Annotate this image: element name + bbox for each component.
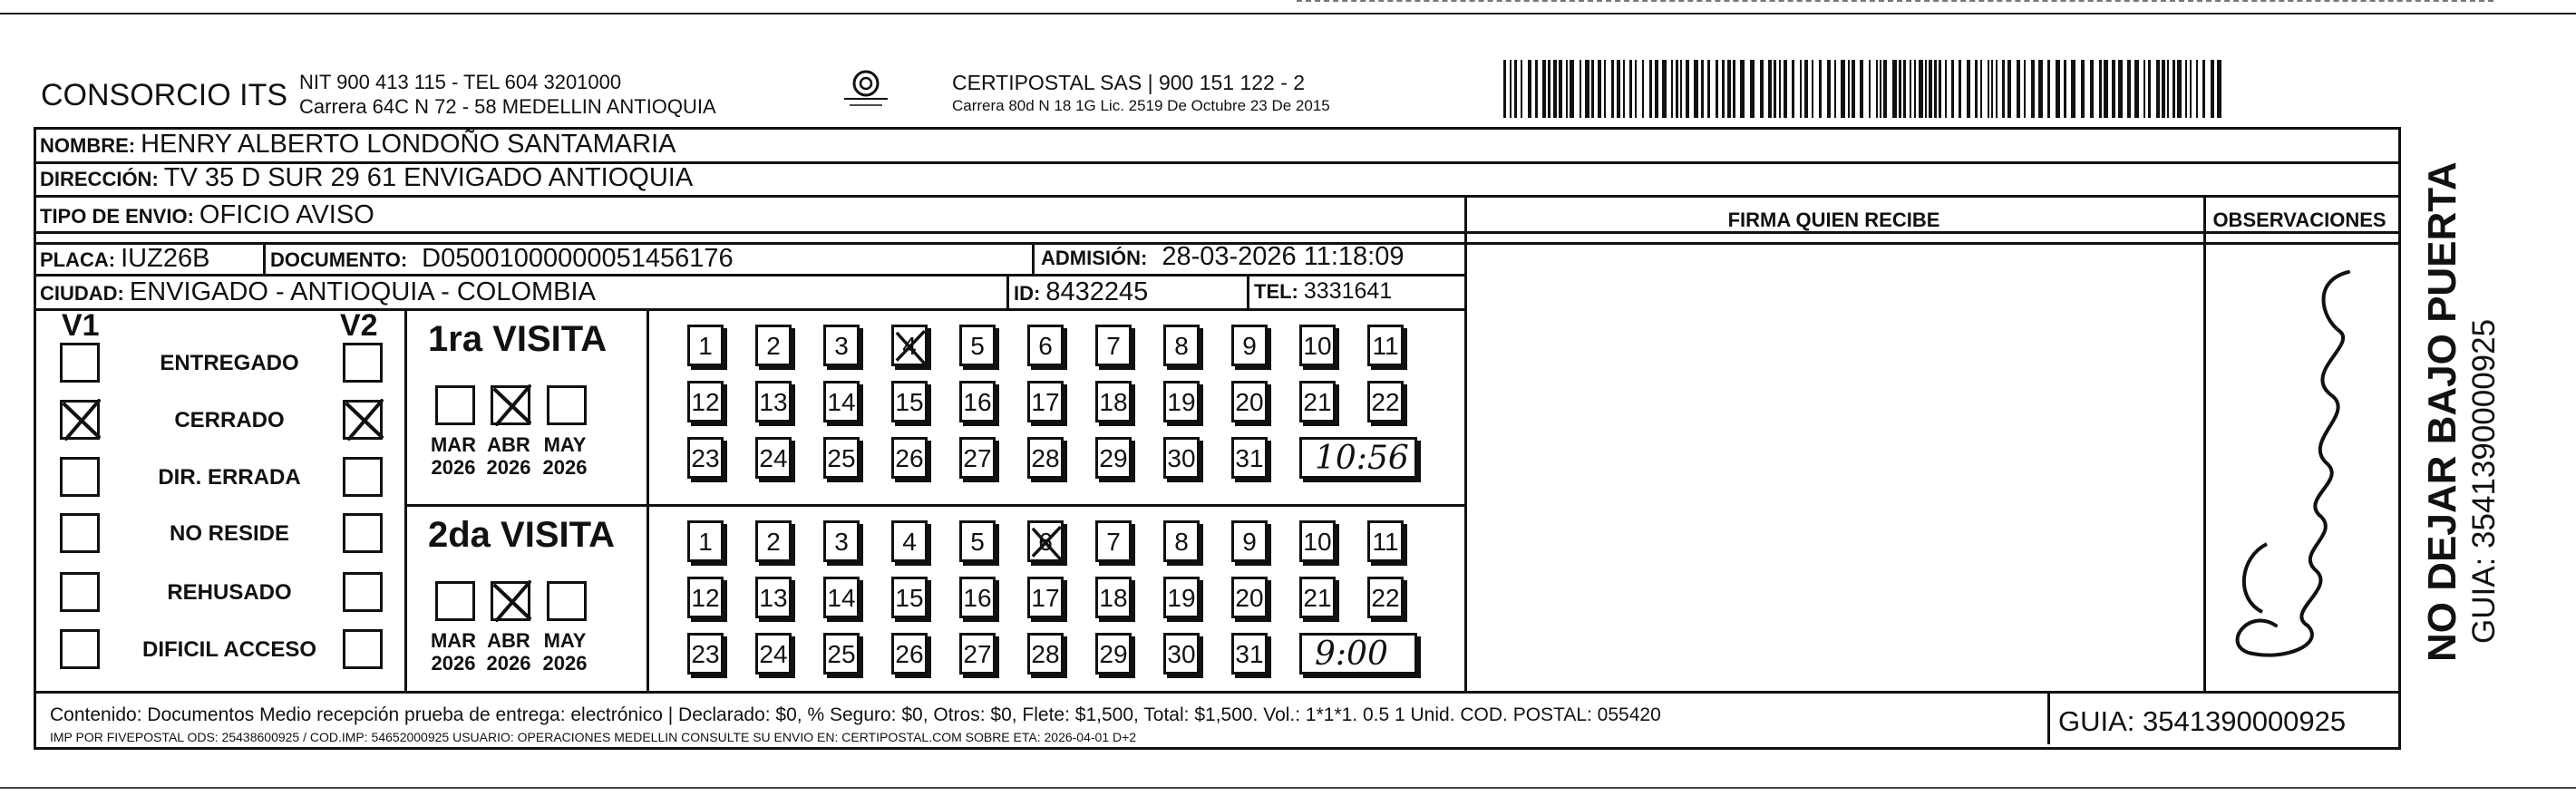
courier-name: CERTIPOSTAL SAS | 900 151 122 - 2 — [952, 71, 1306, 94]
tipo-label: TIPO DE ENVIO: — [40, 205, 194, 228]
day-number: 31 — [1235, 444, 1264, 472]
day-box[interactable] — [1027, 577, 1064, 618]
day-box[interactable] — [1231, 381, 1268, 422]
day-box[interactable] — [959, 520, 996, 562]
day-box[interactable] — [1231, 633, 1268, 675]
day-box[interactable] — [1027, 633, 1064, 675]
admision-row — [1041, 242, 1404, 272]
day-box[interactable] — [823, 437, 860, 479]
day-number: 16 — [963, 584, 992, 612]
day-number: 7 — [1106, 528, 1121, 556]
day-number: 24 — [759, 640, 788, 668]
tel-value: 3331641 — [1303, 278, 1393, 304]
v2-checkbox[interactable] — [343, 457, 383, 497]
day-number: 31 — [1235, 640, 1264, 668]
visit-title: 1ra VISITA — [428, 319, 608, 359]
v2-checkbox[interactable] — [343, 572, 383, 612]
day-number: 13 — [759, 388, 788, 416]
tipo-value: OFICIO AVISO — [199, 200, 374, 229]
day-number: 22 — [1371, 388, 1400, 416]
status-label: ENTREGADO — [160, 351, 299, 375]
ciudad-label: CIUDAD: — [40, 282, 124, 305]
tipo-row — [40, 200, 374, 230]
day-number: 24 — [759, 444, 788, 472]
nombre-value: HENRY ALBERTO LONDOÑO SANTAMARIA — [141, 130, 676, 159]
day-number: 28 — [1031, 444, 1060, 472]
status-label: CERRADO — [174, 408, 285, 432]
day-number: 2 — [766, 332, 781, 360]
day-box[interactable] — [1367, 325, 1404, 366]
day-number: 12 — [691, 388, 720, 416]
v2-checkbox[interactable] — [343, 400, 383, 440]
day-number: 11 — [1372, 528, 1399, 556]
day-number: 27 — [963, 640, 992, 668]
nombre-row — [40, 130, 676, 160]
company-address: Carrera 64C N 72 - 58 MEDELLIN ANTIOQUIA — [299, 95, 716, 118]
month-label — [480, 629, 538, 675]
day-number: 22 — [1371, 584, 1400, 612]
day-box[interactable] — [1027, 437, 1064, 479]
day-box[interactable] — [1027, 381, 1064, 422]
day-box[interactable] — [1095, 520, 1132, 562]
placa-row — [40, 244, 209, 274]
month-name: MAR — [430, 629, 477, 652]
ciudad-row — [40, 277, 596, 307]
day-number: 17 — [1031, 584, 1060, 612]
company-name: CONSORCIO ITS — [41, 78, 288, 112]
day-box[interactable] — [687, 577, 724, 618]
day-box[interactable] — [1163, 325, 1200, 366]
month-checkbox[interactable] — [435, 581, 475, 621]
day-number: 19 — [1167, 584, 1196, 612]
footer-guia: GUIA: 3541390000925 — [2058, 705, 2347, 737]
day-number: 21 — [1303, 584, 1332, 612]
day-number: 25 — [827, 640, 856, 668]
day-box[interactable] — [891, 381, 928, 422]
placa-label: PLACA: — [40, 248, 116, 271]
day-box[interactable] — [1299, 381, 1336, 422]
side-guia: GUIA: 3541390000925 — [2466, 318, 2502, 644]
nombre-label: NOMBRE: — [40, 134, 136, 157]
month-checkbox[interactable] — [491, 581, 530, 621]
documento-label: DOCUMENTO: — [270, 248, 408, 271]
visit-title: 2da VISITA — [428, 515, 615, 555]
day-box[interactable] — [823, 325, 860, 366]
day-number: 4 — [902, 332, 917, 360]
v1-header: V1 — [62, 308, 100, 343]
day-number: 26 — [895, 640, 924, 668]
status-label: NO RESIDE — [169, 521, 290, 546]
month-label — [424, 629, 482, 675]
day-number: 14 — [827, 584, 856, 612]
footer-imp: IMP POR FIVEPOSTAL ODS: 25438600925 / COD.IMP: 54652000925 USUARIO: OPERACIONES MEDELLIN CONSULTE SU ENVIO EN: CERTIPOSTAL.COM SOBRE ETA: 2026-04-01 D+2 — [50, 730, 1137, 744]
ciudad-value: ENVIGADO - ANTIOQUIA - COLOMBIA — [129, 277, 596, 306]
v2-checkbox[interactable] — [343, 629, 383, 669]
day-number: 30 — [1167, 640, 1196, 668]
visit-time: 9:00 — [1315, 636, 1388, 673]
day-number: 9 — [1242, 332, 1257, 360]
day-box[interactable] — [687, 633, 724, 675]
day-box[interactable] — [891, 577, 928, 618]
day-number: 15 — [895, 584, 924, 612]
documento-row — [270, 244, 734, 274]
placa-value: IUZ26B — [121, 244, 210, 273]
day-number: 17 — [1031, 388, 1060, 416]
month-name: ABR — [487, 629, 530, 652]
day-number: 15 — [895, 388, 924, 416]
v1-checkbox[interactable] — [60, 400, 100, 440]
day-box[interactable] — [1163, 577, 1200, 618]
certipostal-logo — [839, 69, 893, 109]
day-number: 27 — [963, 444, 992, 472]
day-number: 5 — [970, 332, 985, 360]
day-box[interactable] — [1095, 325, 1132, 366]
day-number: 8 — [1174, 528, 1189, 556]
day-box[interactable] — [1367, 520, 1404, 562]
day-number: 5 — [970, 528, 985, 556]
day-number: 18 — [1099, 584, 1128, 612]
v1-checkbox[interactable] — [60, 513, 100, 553]
month-year: 2026 — [542, 652, 588, 675]
status-label: REHUSADO — [167, 580, 292, 605]
day-number: 23 — [691, 640, 720, 668]
direccion-value: TV 35 D SUR 29 61 ENVIGADO ANTIOQUIA — [163, 163, 694, 192]
v1-checkbox[interactable] — [60, 572, 100, 612]
visit-time-box[interactable] — [1299, 633, 1417, 675]
id-row — [1014, 277, 1148, 307]
day-box[interactable] — [1231, 437, 1268, 479]
day-box[interactable] — [1095, 381, 1132, 422]
month-label — [536, 433, 594, 479]
status-label: DIR. ERRADA — [158, 465, 301, 490]
day-number: 23 — [691, 444, 720, 472]
day-box[interactable] — [1095, 577, 1132, 618]
day-number: 6 — [1038, 332, 1053, 360]
month-name: MAY — [543, 433, 587, 456]
day-box[interactable] — [1367, 381, 1404, 422]
direccion-label: DIRECCIÓN: — [40, 168, 159, 190]
day-number: 3 — [834, 528, 849, 556]
day-box[interactable] — [1027, 520, 1064, 562]
month-name: MAR — [430, 433, 477, 456]
day-box[interactable] — [891, 325, 928, 366]
side-warning: NO DEJAR BAJO PUERTA — [2420, 161, 2464, 662]
month-checkbox[interactable] — [547, 385, 587, 425]
month-label — [480, 433, 538, 479]
day-box[interactable] — [755, 381, 792, 422]
month-checkbox[interactable] — [435, 385, 475, 425]
month-checkbox[interactable] — [491, 385, 530, 425]
day-box[interactable] — [1231, 325, 1268, 366]
tel-row — [1254, 278, 1392, 305]
day-box[interactable] — [755, 325, 792, 366]
day-box[interactable] — [891, 520, 928, 562]
day-box[interactable] — [755, 633, 792, 675]
day-box[interactable] — [1163, 633, 1200, 675]
day-box[interactable] — [1299, 577, 1336, 618]
day-box[interactable] — [1163, 520, 1200, 562]
day-box[interactable] — [959, 577, 996, 618]
day-number: 19 — [1167, 388, 1196, 416]
month-checkbox[interactable] — [547, 581, 587, 621]
day-number: 16 — [963, 388, 992, 416]
day-box[interactable] — [823, 633, 860, 675]
day-number: 10 — [1303, 528, 1332, 556]
v2-checkbox[interactable] — [343, 513, 383, 553]
v1-checkbox[interactable] — [60, 343, 100, 383]
side-text — [2419, 154, 2537, 662]
month-label — [536, 629, 594, 675]
day-box[interactable] — [1027, 325, 1064, 366]
day-number: 20 — [1235, 388, 1264, 416]
day-number: 28 — [1031, 640, 1060, 668]
day-box[interactable] — [891, 633, 928, 675]
day-number: 8 — [1174, 332, 1189, 360]
id-value: 8432245 — [1045, 277, 1149, 306]
month-year: 2026 — [431, 652, 476, 675]
day-number: 4 — [902, 528, 917, 556]
day-box[interactable] — [823, 520, 860, 562]
day-box[interactable] — [959, 437, 996, 479]
day-box[interactable] — [1299, 325, 1336, 366]
day-box[interactable] — [1095, 437, 1132, 479]
day-number: 21 — [1303, 388, 1332, 416]
day-number: 3 — [834, 332, 849, 360]
courier-address: Carrera 80d N 18 1G Lic. 2519 De Octubre 23 De 2015 — [952, 97, 1330, 114]
day-number: 14 — [827, 388, 856, 416]
day-box[interactable] — [823, 381, 860, 422]
firma-header: FIRMA QUIEN RECIBE — [1727, 209, 1940, 231]
month-year: 2026 — [486, 456, 531, 479]
visit-time: 10:56 — [1315, 440, 1409, 477]
day-box[interactable] — [687, 381, 724, 422]
day-number: 20 — [1235, 584, 1264, 612]
day-number: 13 — [759, 584, 788, 612]
day-box[interactable] — [755, 437, 792, 479]
day-box[interactable] — [687, 437, 724, 479]
day-box[interactable] — [1231, 577, 1268, 618]
day-number: 26 — [895, 444, 924, 472]
status-label: DIFICIL ACCESO — [141, 637, 316, 662]
day-box[interactable] — [687, 325, 724, 366]
day-number: 25 — [827, 444, 856, 472]
barcode-top — [1503, 60, 2227, 122]
day-box[interactable] — [891, 437, 928, 479]
v1-checkbox[interactable] — [60, 629, 100, 669]
direccion-row — [40, 163, 693, 193]
day-number: 29 — [1099, 444, 1128, 472]
v2-checkbox[interactable] — [343, 343, 383, 383]
month-year: 2026 — [542, 456, 588, 479]
footer-contenido: Contenido: Documentos Medio recepción prueba de entrega: electrónico | Declarado: $0, % Seguro: $0, Otros: $0, Flete: $1,500, Total: $1,500. Vol.: 1*1*1. 0.5 1 Unid. COD. POSTAL: 055420 — [50, 704, 1661, 725]
v1-checkbox[interactable] — [60, 457, 100, 497]
id-label: ID: — [1014, 282, 1041, 305]
day-number: 2 — [766, 528, 781, 556]
day-box[interactable] — [823, 577, 860, 618]
day-number: 30 — [1167, 444, 1196, 472]
day-number: 6 — [1038, 528, 1053, 556]
day-number: 29 — [1099, 640, 1128, 668]
day-box[interactable] — [1231, 520, 1268, 562]
day-number: 11 — [1372, 332, 1399, 360]
month-year: 2026 — [486, 652, 531, 675]
admision-value: 28-03-2026 11:18:09 — [1162, 242, 1405, 271]
documento-value: D05001000000051456176 — [422, 244, 734, 273]
day-box[interactable] — [1163, 437, 1200, 479]
day-number: 18 — [1099, 388, 1128, 416]
admision-label: ADMISIÓN: — [1041, 247, 1148, 269]
day-box[interactable] — [1095, 633, 1132, 675]
day-number: 9 — [1242, 528, 1257, 556]
tel-label: TEL: — [1254, 280, 1298, 303]
day-box[interactable] — [755, 520, 792, 562]
month-name: MAY — [543, 629, 587, 652]
day-number: 1 — [698, 528, 713, 556]
month-year: 2026 — [431, 456, 476, 479]
day-number: 1 — [698, 332, 713, 360]
month-name: ABR — [487, 433, 530, 456]
day-box[interactable] — [1299, 520, 1336, 562]
day-box[interactable] — [1367, 577, 1404, 618]
day-box[interactable] — [1163, 381, 1200, 422]
day-box[interactable] — [959, 381, 996, 422]
observaciones-header: OBSERVACIONES — [2212, 209, 2386, 231]
visit-time-box[interactable] — [1299, 437, 1417, 479]
day-box[interactable] — [959, 633, 996, 675]
day-number: 12 — [691, 584, 720, 612]
day-number: 7 — [1106, 332, 1121, 360]
company-nit: NIT 900 413 115 - TEL 604 3201000 — [299, 71, 622, 93]
day-box[interactable] — [687, 520, 724, 562]
day-box[interactable] — [959, 325, 996, 366]
day-number: 10 — [1303, 332, 1332, 360]
month-label — [424, 433, 482, 479]
recipient-signature — [2212, 245, 2385, 680]
day-box[interactable] — [755, 577, 792, 618]
v2-header: V2 — [340, 308, 378, 343]
